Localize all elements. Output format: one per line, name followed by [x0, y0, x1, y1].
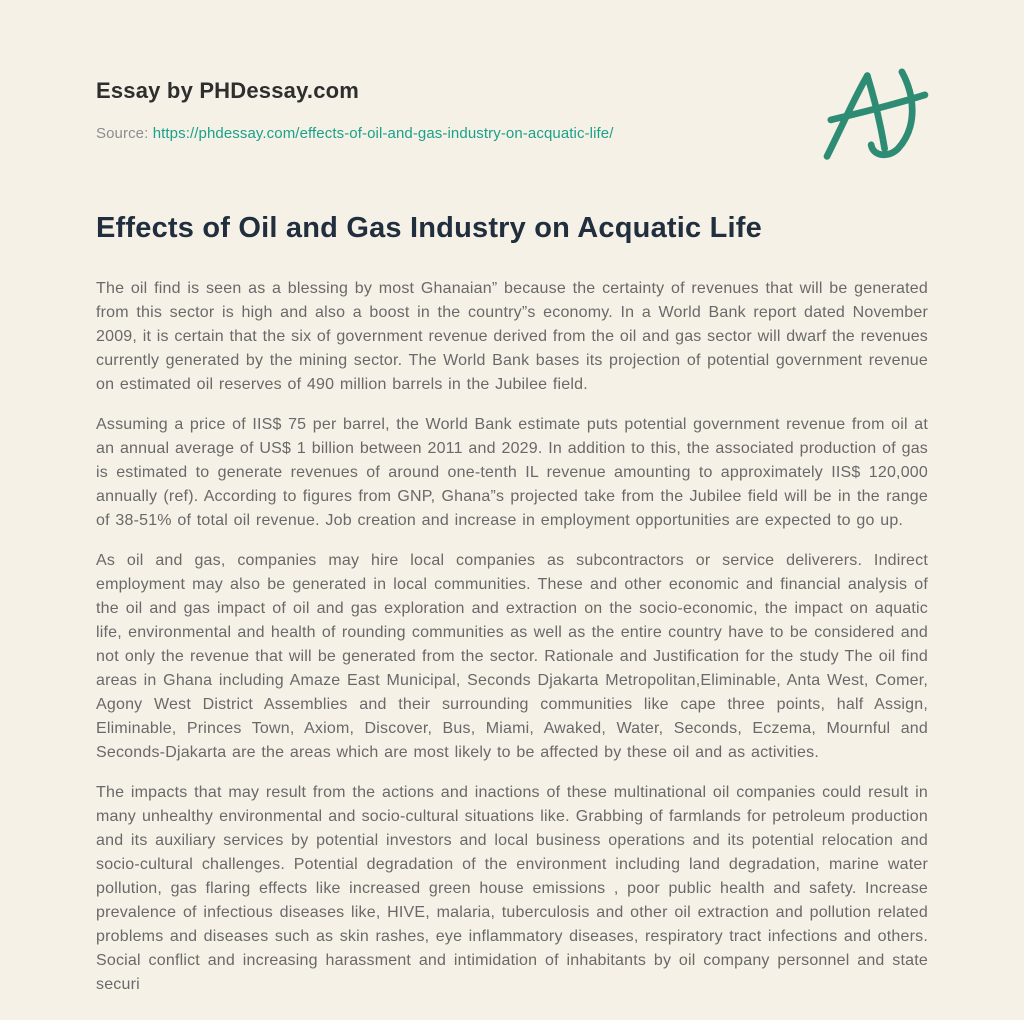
- source-label: Source:: [96, 125, 149, 142]
- essay-paragraph: Assuming a price of IIS$ 75 per barrel, the World Bank estimate puts potential government revenue from oil at an annual average of US$ 1 billion between 2011 and 2029. In addition to this, the associated production of gas is estimated to generate revenues of around one-tenth IL revenue amounting to approximately IIS$ 120,000 annually (ref). According to figures from GNP, Ghana”s projected take from the Jubilee field will be in the range of 38-51% of total oil revenue. Job creation and increase in employment opportunities are expected to go up.: [96, 416, 928, 529]
- essay-paragraph: The oil find is seen as a blessing by most Ghanaian” because the certainty of revenues that will be generated from this sector is high and also a boost in the country”s economy. In a World Bank report dated November 2009, it is certain that the six of government revenue derived from the oil and gas sector will dwarf the revenues currently generated by the mining sector. The World Bank bases its projection of potential government revenue on estimated oil reserves of 490 million barrels in the Jubilee field.: [96, 280, 928, 393]
- byline: Essay by PHDessay.com: [96, 78, 360, 103]
- source-line: [96, 125, 928, 142]
- phdessay-monogram-icon: [816, 68, 934, 164]
- essay-title: Effects of Oil and Gas Industry on Acquatic Life: [96, 212, 762, 244]
- essay-paragraph: The impacts that may result from the actions and inactions of these multinational oil companies could result in many unhealthy environmental and socio-cultural situations like. Grabbing of farmlands for petroleum production and its auxiliary services by potential investors and local business operations and its potential relocation and socio-cultural challenges. Potential degradation of the environment including land degradation, marine water pollution, gas flaring effects like increased green house emissions , poor public health and safety. Increase prevalence of infectious diseases like, HIVE, malaria, tuberculosis and other oil extraction and pollution related problems and diseases such as skin rashes, eye inflammatory diseases, respiratory tract infections and others. Social conflict and increasing harassment and intimidation of inhabitants by oil company personnel and state securi: [96, 784, 928, 993]
- essay-body: [96, 277, 928, 997]
- source-link[interactable]: https://phdessay.com/effects-of-oil-and-gas-industry-on-acquatic-life/: [152, 125, 614, 142]
- essay-paragraph: As oil and gas, companies may hire local companies as subcontractors or service deliverers. Indirect employment may also be generated in local communities. These and other economic and financial analysis of the oil and gas impact of oil and gas exploration and extraction on the socio-economic, the impact on aquatic life, environmental and health of rounding communities as well as the entire country have to be considered and not only the revenue that will be generated from the sector. Rationale and Justification for the study The oil find areas in Ghana including Amaze East Municipal, Seconds Djakarta Metropolitan,Eliminable, Anta West, Comer, Agony West District Assemblies and their surrounding communities like cape three points, half Assign, Eliminable, Princes Town, Axiom, Discover, Bus, Miami, Awaked, Water, Seconds, Eczema, Mournful and Seconds-Djakarta are the areas which are most likely to be affected by these oil and as activities.: [96, 552, 928, 761]
